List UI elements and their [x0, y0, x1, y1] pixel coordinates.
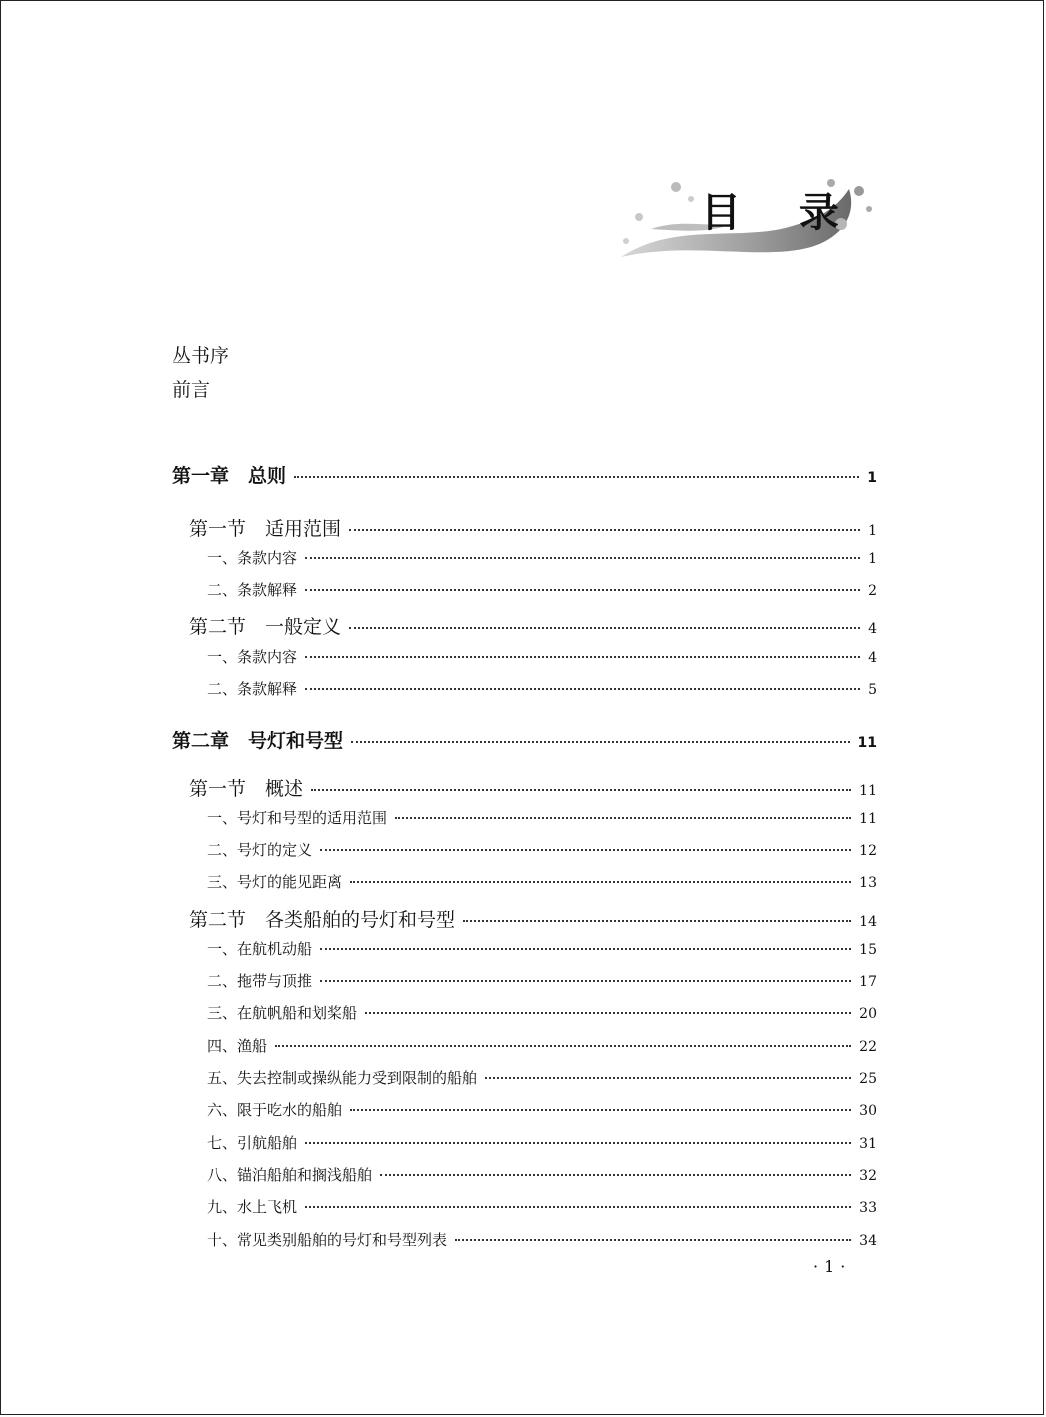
dot-leader: [305, 1205, 851, 1208]
dot-leader: [305, 655, 860, 658]
toc-entry-page: 25: [859, 1071, 877, 1087]
toc-entry-page: 30: [859, 1103, 877, 1119]
dot-leader: [380, 1173, 851, 1176]
toc-entry-label: 三、号灯的能见距离: [207, 873, 343, 891]
toc-entry-page: 15: [859, 942, 877, 958]
dot-leader: [305, 556, 860, 559]
dot-leader: [320, 848, 851, 851]
toc-entry-page: 13: [859, 875, 877, 891]
toc-entry-item[interactable]: [207, 871, 877, 892]
toc-entry-page: 17: [859, 974, 877, 990]
toc-entry-label: 九、水上飞机: [207, 1198, 298, 1216]
dot-leader: [320, 947, 851, 950]
toc-entry-page: 1: [868, 523, 877, 539]
front-matter-preface-series[interactable]: 丛书序: [172, 345, 230, 367]
toc-entry-chapter[interactable]: [172, 461, 877, 488]
toc-entry-label: 第二章 号灯和号型: [172, 730, 344, 752]
dot-leader: [455, 1238, 851, 1241]
dot-leader: [350, 1108, 851, 1111]
title-banner: [611, 169, 881, 269]
toc-entry-chapter[interactable]: [172, 726, 877, 753]
toc-entry-label: 一、号灯和号型的适用范围: [207, 809, 388, 827]
dot-leader: [365, 1011, 851, 1014]
toc-entry-item[interactable]: [207, 1035, 877, 1056]
toc-entry-label: 一、条款内容: [207, 648, 298, 666]
toc-entry-label: 十、常见类别船舶的号灯和号型列表: [207, 1231, 448, 1249]
toc-entry-page: 12: [859, 843, 877, 859]
toc-entry-section[interactable]: [189, 774, 877, 801]
dot-leader: [485, 1076, 851, 1079]
toc-entry-page: 22: [859, 1039, 877, 1055]
toc-entry-item[interactable]: [207, 646, 877, 667]
toc-entry-page: 32: [859, 1168, 877, 1184]
front-matter-foreword[interactable]: 前言: [172, 379, 211, 401]
toc-entry-item[interactable]: [207, 1099, 877, 1120]
dot-leader: [349, 528, 860, 531]
toc-entry-item[interactable]: [207, 807, 877, 828]
toc-entry-label: 二、拖带与顶推: [207, 972, 313, 990]
toc-entry-label: 一、条款内容: [207, 549, 298, 567]
toc-entry-item[interactable]: [207, 1067, 877, 1088]
toc-entry-item[interactable]: [207, 839, 877, 860]
dot-leader: [305, 588, 860, 591]
toc-entry-section[interactable]: [189, 612, 877, 639]
toc-entry-item[interactable]: [207, 970, 877, 991]
toc-entry-label: 一、在航机动船: [207, 940, 313, 958]
toc-entry-label: 二、条款解释: [207, 680, 298, 698]
dot-leader: [320, 979, 851, 982]
toc-entry-label: 第二节 各类船舶的号灯和号型: [189, 909, 456, 931]
dot-leader: [275, 1044, 851, 1047]
toc-entry-page: 31: [859, 1136, 877, 1152]
dot-leader: [305, 1141, 851, 1144]
dot-leader: [350, 880, 851, 883]
toc-entry-label: 六、限于吃水的船舶: [207, 1101, 343, 1119]
toc-entry-label: 四、渔船: [207, 1037, 268, 1055]
toc-entry-label: 第二节 一般定义: [189, 616, 342, 638]
toc-entry-page: 11: [859, 783, 877, 799]
toc-entry-page: 20: [859, 1006, 877, 1022]
toc-entry-label: 五、失去控制或操纵能力受到限制的船舶: [207, 1069, 478, 1087]
dot-leader: [305, 687, 860, 690]
toc-entry-label: 二、条款解释: [207, 581, 298, 599]
toc-entry-page: 14: [859, 914, 877, 930]
toc-entry-item[interactable]: [207, 1229, 877, 1250]
toc-entry-label: 七、引航船舶: [207, 1134, 298, 1152]
toc-entry-page: 11: [859, 811, 877, 827]
toc-entry-label: 八、锚泊船舶和搁浅船舶: [207, 1166, 373, 1184]
toc-entry-page: 4: [868, 621, 877, 637]
page-title: 目 录: [701, 190, 861, 236]
toc-entry-label: 第一章 总则: [172, 465, 287, 487]
toc-entry-page: 11: [857, 735, 877, 751]
toc-entry-item[interactable]: [207, 1196, 877, 1217]
toc-entry-label: 三、在航帆船和划桨船: [207, 1004, 358, 1022]
toc-entry-item[interactable]: [207, 1164, 877, 1185]
toc-entry-item[interactable]: [207, 547, 877, 568]
dot-leader: [395, 816, 851, 819]
toc-entry-label: 二、号灯的定义: [207, 841, 313, 859]
dot-leader: [294, 475, 859, 478]
toc-entry-item[interactable]: [207, 1132, 877, 1153]
toc-entry-page: 2: [868, 583, 877, 599]
toc-entry-page: 33: [859, 1200, 877, 1216]
toc-entry-item[interactable]: [207, 938, 877, 959]
toc-entry-page: 1: [868, 551, 877, 567]
toc-entry-item[interactable]: [207, 678, 877, 699]
toc-entry-page: 1: [867, 470, 877, 486]
toc-entry-item[interactable]: [207, 579, 877, 600]
toc-entry-page: 34: [859, 1233, 877, 1249]
toc-entry-label: 第一节 概述: [189, 778, 304, 800]
dot-leader: [311, 788, 851, 791]
toc-entry-label: 第一节 适用范围: [189, 518, 342, 540]
toc-entry-item[interactable]: [207, 1002, 877, 1023]
toc-entry-section[interactable]: [189, 905, 877, 932]
toc-entry-page: 5: [868, 682, 877, 698]
dot-leader: [463, 919, 851, 922]
toc-entry-page: 4: [868, 650, 877, 666]
page-number: ·1·: [813, 1257, 852, 1276]
dot-leader: [351, 740, 850, 743]
dot-leader: [349, 626, 860, 629]
toc-entry-section[interactable]: [189, 514, 877, 541]
